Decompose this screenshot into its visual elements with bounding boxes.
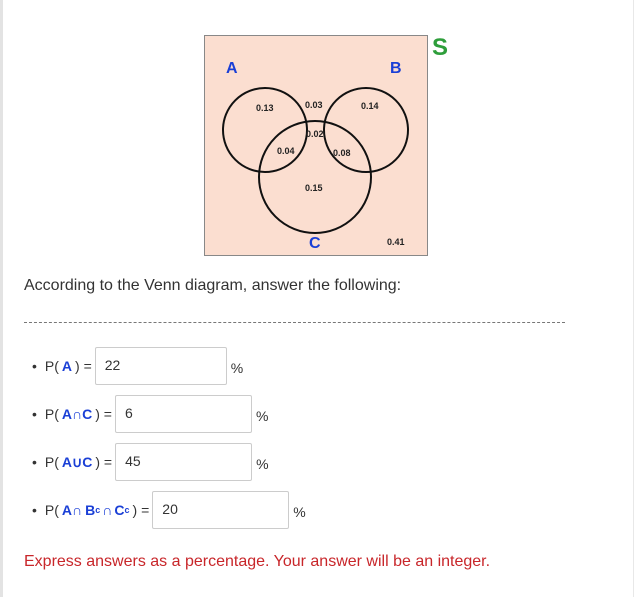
question-suffix: ) =	[95, 406, 112, 422]
question-row-2	[32, 395, 268, 433]
bullet-icon: •	[32, 454, 37, 470]
question-expression: A∩	[61, 502, 83, 518]
region-ac-only: 0.04	[277, 146, 295, 156]
question-expression: A	[61, 358, 73, 374]
answer-input-3[interactable]: 45	[115, 443, 252, 481]
question-suffix: ) =	[75, 358, 92, 374]
complement-mark: c	[95, 505, 101, 515]
question-label-1	[45, 358, 92, 374]
right-border	[633, 0, 634, 597]
question-expression: C	[114, 502, 125, 518]
set-c-label: C	[309, 235, 321, 252]
question-expression: A∪C	[61, 453, 93, 470]
region-abc: 0.02	[306, 129, 324, 139]
question-row-3	[32, 443, 269, 481]
bullet-icon: •	[32, 358, 37, 374]
region-bc-only: 0.08	[333, 148, 351, 158]
region-b-only: 0.14	[361, 101, 379, 111]
answer-input-2[interactable]: 6	[115, 395, 252, 433]
question-prefix: P(	[44, 406, 59, 422]
question-suffix: ) =	[132, 502, 150, 518]
dashed-divider	[24, 322, 565, 323]
left-border	[0, 0, 3, 597]
answer-input-1[interactable]: 22	[95, 347, 227, 385]
question-row-1	[32, 347, 243, 385]
set-a-label: A	[226, 60, 238, 77]
region-a-only: 0.13	[256, 103, 274, 113]
percent-unit-3: %	[256, 456, 269, 472]
answer-format-note: Express answers as a percentage. Your answer will be an integer.	[24, 553, 491, 570]
answer-input-4[interactable]: 20	[152, 491, 289, 529]
question-row-4	[32, 491, 306, 529]
question-expression: B	[85, 502, 96, 518]
question-label-4	[45, 502, 149, 518]
question-suffix: ) =	[95, 454, 113, 470]
question-expression: ∩	[102, 502, 113, 518]
question-expression: A∩C	[61, 406, 93, 422]
universal-set-label: S	[432, 35, 449, 61]
bullet-icon: •	[32, 406, 37, 422]
question-prefix: P(	[44, 454, 59, 470]
percent-unit-1: %	[230, 360, 244, 376]
question-prefix: P(	[44, 502, 59, 518]
set-b-label: B	[390, 60, 402, 77]
region-outside: 0.41	[387, 237, 405, 247]
percent-unit-4: %	[293, 504, 306, 520]
venn-diagram	[204, 35, 454, 257]
bullet-icon: •	[32, 502, 37, 518]
region-ab-only: 0.03	[305, 100, 323, 110]
percent-unit-2: %	[255, 408, 269, 424]
region-c-only: 0.15	[305, 183, 323, 193]
question-label-2	[45, 406, 112, 422]
complement-mark: c	[124, 505, 130, 515]
question-prefix: P(	[44, 358, 59, 374]
instructions-text: According to the Venn diagram, answer the following:	[24, 277, 402, 294]
question-label-3	[45, 454, 112, 471]
